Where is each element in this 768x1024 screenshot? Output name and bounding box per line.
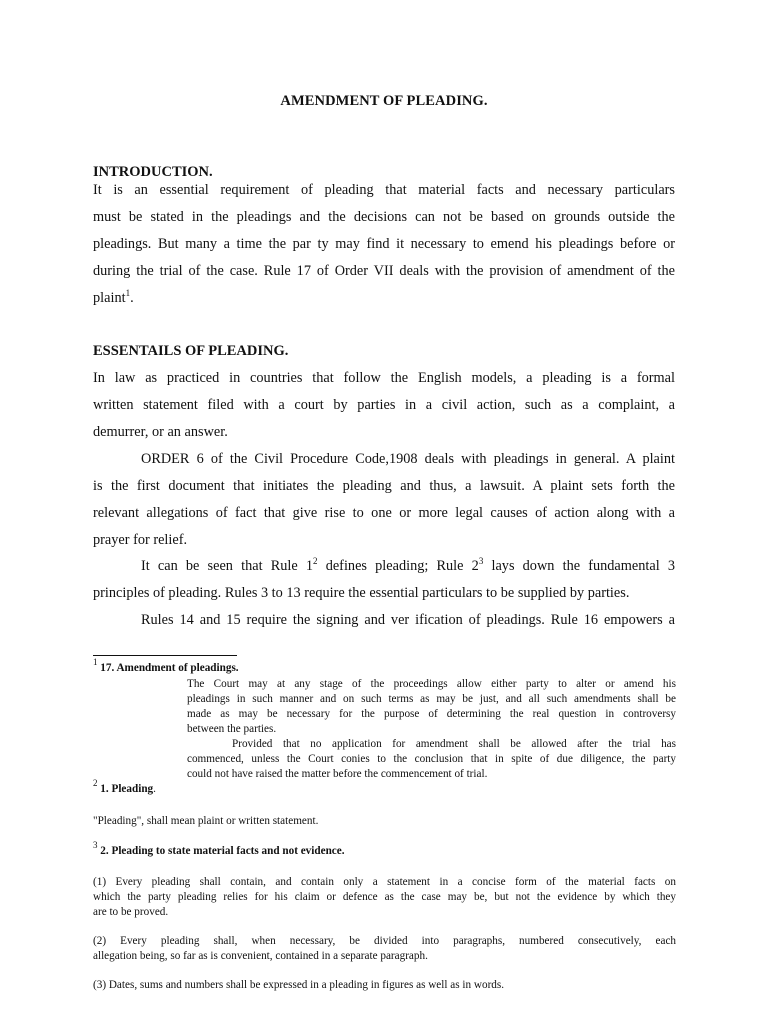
footnote-ref-3[interactable]: 3 (478, 556, 484, 566)
essentials-p1-line-2: written statement filed with a court by parties in a civil action, such as a complaint, a (93, 397, 675, 413)
p3-text-a: It can be seen that Rule 1 (141, 558, 314, 574)
footnote-ref-1[interactable]: 1 (125, 288, 131, 298)
p3-text-b: defines pleading; Rule 2 (317, 558, 479, 574)
document-title: AMENDMENT OF PLEADING. (280, 93, 488, 109)
intro-line-2: must be stated in the pleadings and the decisions can not be based on grounds outside the (93, 209, 675, 225)
essentials-p3-line-2: principles of pleading. Rules 3 to 13 require the essential particulars to be supplied by parties. (93, 585, 630, 601)
footnote-2-title: 1. Pleading (97, 783, 154, 795)
essentials-p1-line-3: demurrer, or an answer. (93, 424, 228, 440)
footnote-3-p1-line-3: are to be proved. (93, 906, 169, 918)
footnote-2-text: "Pleading", shall mean plaint or written statement. (93, 815, 319, 827)
essentials-p4-line-1: Rules 14 and 15 require the signing and ver ification of pleadings. Rule 16 empowers a (141, 612, 675, 628)
essentials-heading: ESSENTAILS OF PLEADING. (93, 343, 289, 359)
footnote-2-title-period: . (153, 783, 156, 795)
intro-line-4: during the trial of the case. Rule 17 of Order VII deals with the provision of amendment of the (93, 263, 675, 279)
essentials-p3-line-1 (141, 557, 675, 575)
footnote-1-mark: 1 (93, 657, 98, 667)
footnote-1-line-7: could not have raised the matter before the commencement of trial. (187, 768, 488, 780)
intro-line-3: pleadings. But many a time the par ty may find it necessary to emend his pleadings before or (93, 236, 675, 252)
essentials-p2-line-1: ORDER 6 of the Civil Procedure Code,1908 deals with pleadings in general. A plaint (141, 451, 675, 467)
footnote-3-mark: 3 (93, 840, 98, 850)
intro-period: . (130, 290, 134, 306)
essentials-p2-line-4: prayer for relief. (93, 532, 188, 548)
footnote-1-line-2: pleadings in such manner and on such terms as may be just, and all such amendments shall be (187, 693, 676, 705)
p3-text-c: lays down the fundamental 3 (483, 558, 675, 574)
intro-line-5 (93, 289, 675, 307)
footnote-3-heading (93, 840, 345, 859)
footnote-3-p1-line-2: which the party pleading relies for his claim or defence as the case may be, but not the evidence by which they (93, 891, 676, 903)
footnote-3-title: 2. Pleading to state material facts and not evidence. (97, 845, 345, 857)
intro-plaint-text: plaint (93, 290, 126, 306)
introduction-heading: INTRODUCTION. (93, 164, 213, 180)
footnote-2-heading (93, 778, 156, 797)
footnote-2-mark: 2 (93, 778, 98, 788)
footnote-ref-2[interactable]: 2 (313, 556, 318, 566)
footnote-3-p3: (3) Dates, sums and numbers shall be expressed in a pleading in figures as well as in words. (93, 979, 505, 991)
footnote-3-p2-line-2: allegation being, so far as is convenient, contained in a separate paragraph. (93, 950, 428, 962)
footnote-1-line-1: The Court may at any stage of the proceedings allow either party to alter or amend his (187, 678, 676, 690)
footnote-3-p1-line-1: (1) Every pleading shall contain, and contain only a statement in a concise form of the material facts on (93, 876, 676, 888)
footnote-1-heading (93, 657, 239, 676)
footnote-separator (93, 655, 237, 656)
footnote-1-line-3: made as may be necessary for the purpose of determining the real question in controversy (187, 708, 676, 720)
footnote-3-p2-line-1: (2) Every pleading shall, when necessary, be divided into paragraphs, numbered consecutively, each (93, 935, 676, 947)
footnote-1-line-4: between the parties. (187, 723, 277, 735)
essentials-p2-line-3: relevant allegations of fact that give rise to one or more legal causes of action along with a (93, 505, 675, 521)
intro-line-1: It is an essential requirement of pleading that material facts and necessary particulars (93, 182, 675, 198)
footnote-1-line-5: Provided that no application for amendment shall be allowed after the trial has (232, 738, 676, 750)
essentials-p1-line-1: In law as practiced in countries that follow the English models, a pleading is a formal (93, 370, 675, 386)
footnote-1-title: 17. Amendment of pleadings. (97, 662, 239, 674)
footnote-1-line-6: commenced, unless the Court conies to the conclusion that in spite of due diligence, the party (187, 753, 676, 765)
essentials-p2-line-2: is the first document that initiates the pleading and thus, a lawsuit. A plaint sets forth the (93, 478, 675, 494)
